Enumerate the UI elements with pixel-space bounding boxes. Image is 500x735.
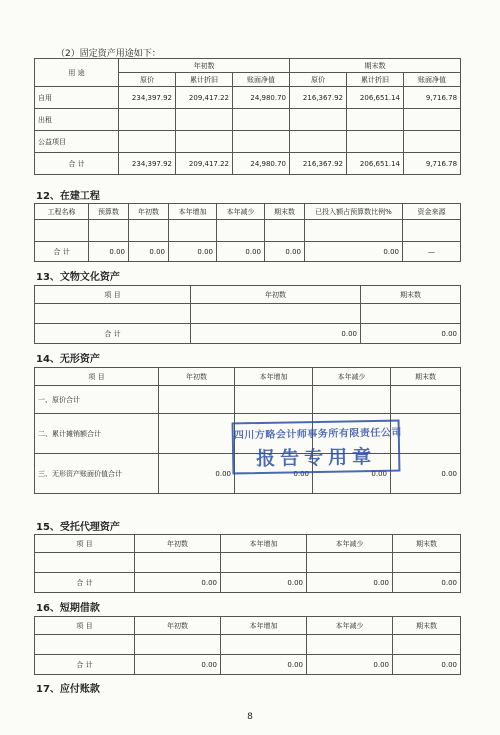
section-title: 13、文物文化资产 (36, 272, 120, 283)
total-row (35, 324, 461, 344)
cell-value: 234,397.92 (119, 87, 176, 109)
col-header: 本年增加 (235, 368, 313, 386)
cell-value: 0.00 (135, 655, 221, 675)
col-header: 项 目 (35, 286, 191, 304)
cultural-assets-table (34, 285, 461, 344)
cell-value (290, 131, 347, 153)
col-header: 本年增加 (221, 617, 307, 635)
cell-value (176, 109, 233, 131)
stamp-label: 报告专用章 (255, 445, 377, 471)
cell-value: 9,716.78 (404, 87, 461, 109)
col-header: 年初数 (135, 617, 221, 635)
col-header: 项 目 (35, 368, 159, 386)
cell-value: 206,651.14 (347, 87, 404, 109)
row-label: 公益项目 (35, 131, 119, 153)
col-header: 期末数 (361, 286, 461, 304)
section-title: 17、应付账款 (36, 684, 100, 695)
cell-value: 0.00 (313, 454, 391, 494)
cell-value (159, 386, 235, 414)
table-row (35, 553, 461, 573)
cell-value (404, 109, 461, 131)
cell-value: 0.00 (391, 454, 461, 494)
cell-value: 0.00 (135, 573, 221, 593)
cell-value: 216,367.92 (290, 87, 347, 109)
cell-value: 0.00 (221, 573, 307, 593)
sub-col-header: 累计折旧 (176, 73, 233, 87)
cell-value: 234,397.92 (119, 153, 176, 175)
fixed-assets-intro: （2）固定资产用途如下： (56, 49, 161, 59)
col-header: 预算数 (89, 204, 129, 220)
table-row (35, 635, 461, 655)
cell-value: 0.00 (265, 242, 305, 262)
sub-col-header: 累计折旧 (347, 73, 404, 87)
total-row (35, 655, 461, 675)
sub-col-header: 原价 (119, 73, 176, 87)
row-label: 一、原价合计 (35, 386, 159, 414)
col-header: 本年减少 (313, 368, 391, 386)
col-header: 工程名称 (35, 204, 89, 220)
col-header: 期末数 (391, 368, 461, 386)
cell-value (347, 131, 404, 153)
table-row (35, 304, 461, 324)
table-row (35, 87, 461, 109)
cell-value (159, 414, 235, 454)
cell-value: 209,417.22 (176, 87, 233, 109)
page-number: 8 (247, 712, 253, 722)
cell-value: 0.00 (89, 242, 129, 262)
col-header: 项 目 (35, 535, 135, 553)
table-row (35, 131, 461, 153)
entrusted-assets-table (34, 534, 461, 593)
col-header: 本年减少 (307, 617, 393, 635)
col-header: 期末数 (393, 617, 461, 635)
col-header: 本年增加 (221, 535, 307, 553)
sub-col-header: 原价 (290, 73, 347, 87)
col-header: 年初数 (159, 368, 235, 386)
cell-value: 9,716.78 (404, 153, 461, 175)
cell-value: 0.00 (129, 242, 169, 262)
cell-value: — (403, 242, 461, 262)
construction-table (34, 203, 461, 262)
row-label: 二、累计摊销额合计 (35, 414, 159, 454)
company-seal-stamp (232, 420, 401, 475)
col-usage-header: 用 途 (35, 59, 119, 87)
cell-value: 0.00 (305, 242, 403, 262)
cell-value: 24,980.70 (233, 87, 290, 109)
sub-col-header: 账面净值 (233, 73, 290, 87)
cell-value: 0.00 (221, 655, 307, 675)
sub-col-header: 账面净值 (404, 73, 461, 87)
col-header: 本年增加 (169, 204, 217, 220)
total-row (35, 153, 461, 175)
row-label: 三、无形资产账面价值合计 (35, 454, 159, 494)
cell-value (119, 109, 176, 131)
cell-value (233, 131, 290, 153)
cell-value: 0.00 (307, 655, 393, 675)
col-header: 年初数 (135, 535, 221, 553)
row-label: 合 计 (35, 573, 135, 593)
cell-value (235, 386, 313, 414)
table-row (35, 386, 461, 414)
cell-value: 0.00 (393, 655, 461, 675)
row-label: 合 计 (35, 655, 135, 675)
cell-value: 209,417.22 (176, 153, 233, 175)
cell-value (176, 131, 233, 153)
cell-value: 216,367.92 (290, 153, 347, 175)
cell-value: 0.00 (191, 324, 361, 344)
cell-value (404, 131, 461, 153)
col-header: 期末数 (393, 535, 461, 553)
row-label: 自用 (35, 87, 119, 109)
col-header: 本年减少 (217, 204, 265, 220)
row-label: 合 计 (35, 324, 191, 344)
cell-value: 0.00 (159, 454, 235, 494)
row-label: 出租 (35, 109, 119, 131)
cell-value: 0.00 (393, 573, 461, 593)
col-header: 已投入额占预算数比例% (305, 204, 403, 220)
cell-value: 0.00 (169, 242, 217, 262)
section-title: 16、短期借款 (36, 603, 100, 614)
col-begin-header: 年初数 (119, 59, 290, 73)
cell-value (313, 386, 391, 414)
cell-value (290, 109, 347, 131)
cell-value: 206,651.14 (347, 153, 404, 175)
col-header: 年初数 (129, 204, 169, 220)
col-header: 资金来源 (403, 204, 461, 220)
cell-value (233, 109, 290, 131)
stamp-company-name: 四川方略会计师事务所有限责任公司 (233, 427, 402, 442)
cell-value: 0.00 (307, 573, 393, 593)
row-label: 合 计 (35, 242, 89, 262)
cell-value: 24,980.70 (233, 153, 290, 175)
table-row (35, 109, 461, 131)
col-header: 期末数 (265, 204, 305, 220)
total-row (35, 573, 461, 593)
cell-value: 0.00 (361, 324, 461, 344)
total-row (35, 242, 461, 262)
cell-value: 0.00 (235, 454, 313, 494)
table-row (35, 220, 461, 242)
section-title: 14、无形资产 (36, 354, 100, 365)
section-title: 15、受托代理资产 (36, 522, 120, 533)
cell-value (347, 109, 404, 131)
section-title: 12、在建工程 (36, 191, 100, 202)
col-end-header: 期末数 (290, 59, 461, 73)
row-label: 合 计 (35, 153, 119, 175)
cell-value (119, 131, 176, 153)
col-header: 年初数 (191, 286, 361, 304)
cell-value: 0.00 (217, 242, 265, 262)
cell-value (391, 386, 461, 414)
short-term-loans-table (34, 616, 461, 675)
col-header: 项 目 (35, 617, 135, 635)
col-header: 本年减少 (307, 535, 393, 553)
fixed-assets-table (34, 58, 461, 175)
